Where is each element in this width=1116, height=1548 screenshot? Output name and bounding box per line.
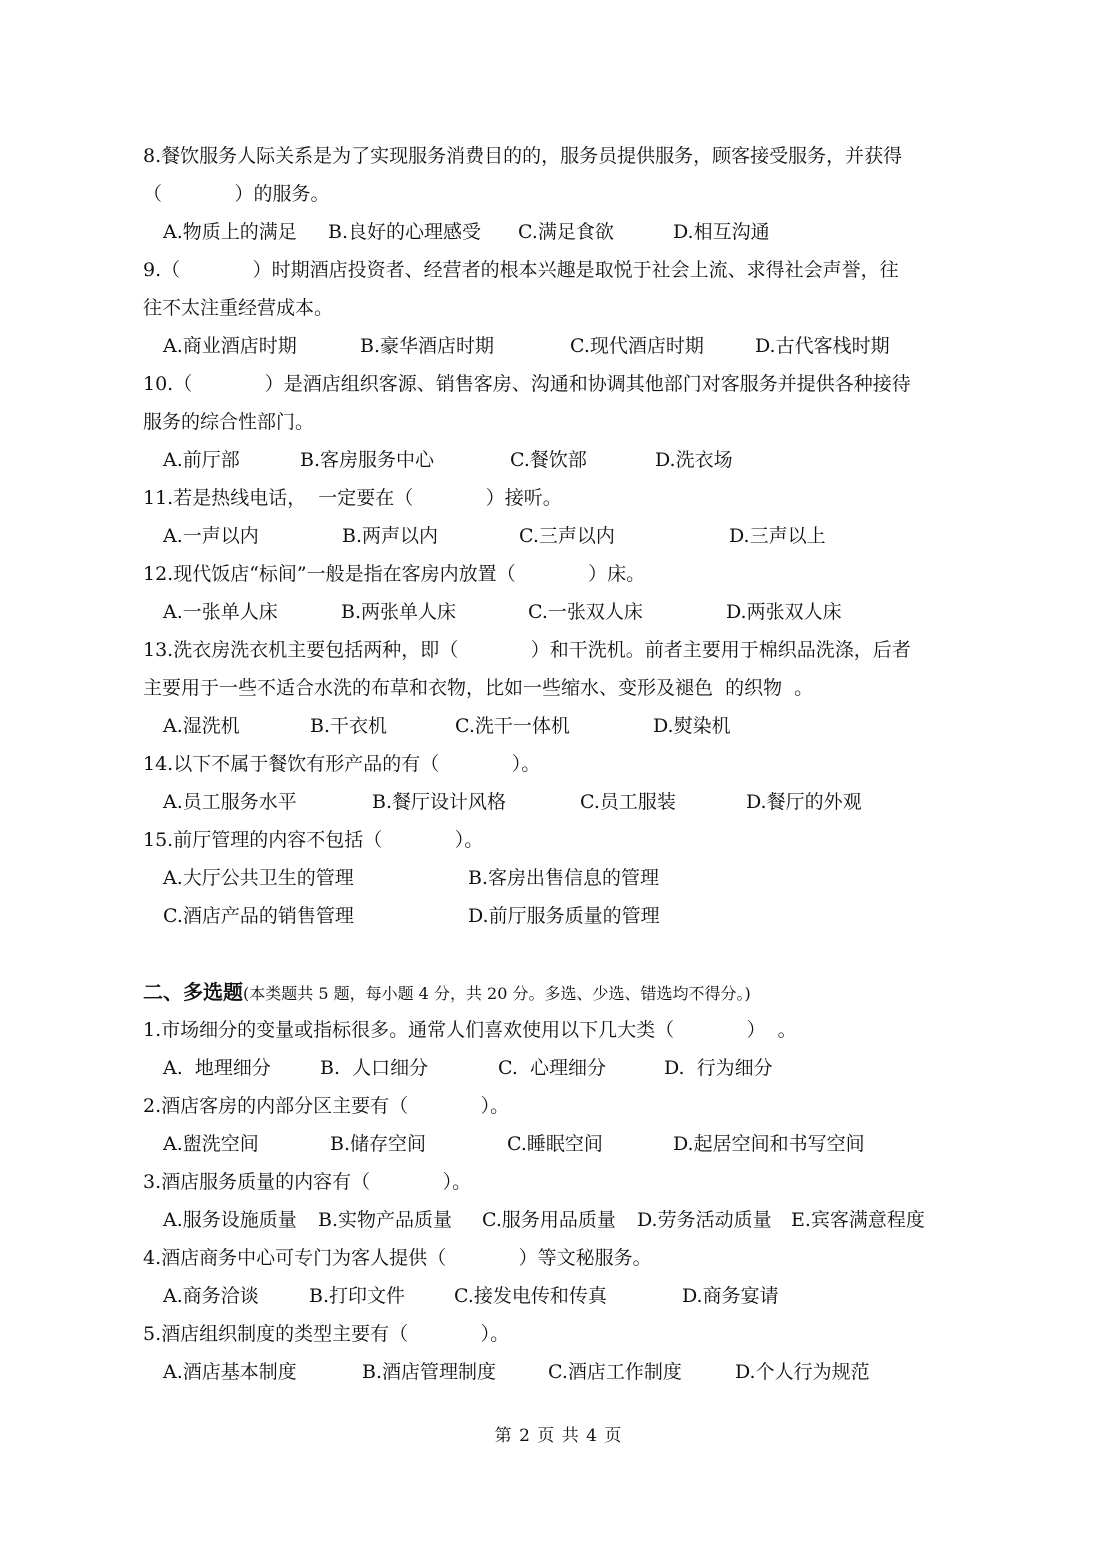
option-b: B.客房出售信息的管理 [468, 867, 660, 889]
section-gap [143, 935, 978, 973]
option-a: A.服务设施质量 [163, 1209, 297, 1231]
question-8-line1: 8.餐饮服务人际关系是为了实现服务消费目的的，服务员提供服务，顾客接受服务，并获得 [143, 145, 903, 167]
multi-question-1-line1: 1.市场细分的变量或指标很多。通常人们喜欢使用以下几大类（ ） 。 [143, 1019, 797, 1041]
option-d: D.两张双人床 [726, 601, 842, 623]
question-14-options [143, 783, 978, 821]
option-a: A. 地理细分 [163, 1057, 271, 1079]
option-b: B. 人口细分 [320, 1057, 429, 1079]
question-12-line1: 12.现代饭店“标间”一般是指在客房内放置（ ）床。 [143, 563, 646, 585]
option-d: D.个人行为规范 [735, 1361, 870, 1383]
question-13-options [143, 707, 978, 745]
option-d: D.洗衣场 [655, 449, 733, 471]
option-a: A.商业酒店时期 [163, 335, 297, 357]
option-a: A.大厅公共卫生的管理 [163, 867, 354, 889]
question-12-options [143, 593, 978, 631]
question-11-line1: 11.若是热线电话， 一定要在（ ）接听。 [143, 487, 562, 509]
question-10-line1: 10.（ ）是酒店组织客源、销售客房、沟通和协调其他部门对客服务并提供各种接待 [143, 373, 911, 395]
question-10-line2: 服务的综合性部门。 [143, 411, 315, 433]
option-d: D.起居空间和书写空间 [673, 1133, 865, 1155]
question-15-options-row2 [143, 897, 978, 935]
multi-question-2-line1: 2.酒店客房的内部分区主要有（ ）。 [143, 1095, 510, 1117]
option-c: C.接发电传和传真 [454, 1285, 607, 1307]
option-c: C.睡眠空间 [507, 1133, 603, 1155]
option-a: A.酒店基本制度 [163, 1361, 297, 1383]
option-b: B.实物产品质量 [318, 1209, 453, 1231]
question-15-line1: 15.前厅管理的内容不包括（ ）。 [143, 829, 484, 851]
option-a: A.物质上的满足 [163, 221, 297, 243]
option-a: A.前厅部 [163, 449, 240, 471]
option-d: D.劳务活动质量 [637, 1209, 772, 1231]
option-c: C.餐饮部 [510, 449, 587, 471]
option-d: D. 行为细分 [664, 1057, 773, 1079]
multi-question-2-options [143, 1125, 978, 1163]
option-b: B.餐厅设计风格 [372, 791, 507, 813]
question-11-options [143, 517, 978, 555]
option-a: A.一声以内 [163, 525, 259, 547]
option-c: C.洗干一体机 [455, 715, 570, 737]
option-a: A.盥洗空间 [163, 1133, 259, 1155]
option-c: C.酒店产品的销售管理 [163, 905, 354, 927]
multi-question-3-line1: 3.酒店服务质量的内容有（ ）。 [143, 1171, 472, 1193]
option-c: C.员工服装 [580, 791, 676, 813]
option-b: B.良好的心理感受 [328, 221, 482, 243]
section-2-note: (本类题共 5 题，每小题 4 分，共 20 分。多选、少选、错选均不得分。) [243, 984, 751, 1003]
multi-question-1-options [143, 1049, 978, 1087]
option-d: D.三声以上 [729, 525, 826, 547]
option-b: B.储存空间 [330, 1133, 427, 1155]
option-c: C.服务用品质量 [482, 1209, 616, 1231]
section-2-title: 二、多选题 [143, 980, 243, 1004]
option-a: A.湿洗机 [163, 715, 240, 737]
option-c: C.一张双人床 [528, 601, 643, 623]
option-b: B.豪华酒店时期 [360, 335, 495, 357]
multi-question-5-options [143, 1353, 978, 1391]
option-a: A.员工服务水平 [163, 791, 297, 813]
option-b: B.两张单人床 [341, 601, 457, 623]
option-a: A.一张单人床 [163, 601, 278, 623]
question-10-options [143, 441, 978, 479]
multi-question-4-options [143, 1277, 978, 1315]
question-8-options [143, 213, 978, 251]
option-b: B.两声以内 [342, 525, 439, 547]
option-d: D.熨染机 [653, 715, 731, 737]
exam-content [143, 137, 978, 1391]
option-b: B.酒店管理制度 [362, 1361, 497, 1383]
option-e: E.宾客满意程度 [791, 1209, 925, 1231]
question-8-line2: （ ）的服务。 [143, 183, 330, 205]
option-a: A.商务洽谈 [163, 1285, 259, 1307]
question-14-line1: 14.以下不属于餐饮有形产品的有（ ）。 [143, 753, 541, 775]
question-15-options-row1 [143, 859, 978, 897]
multi-question-3-options [143, 1201, 978, 1239]
option-c: C.满足食欲 [518, 221, 614, 243]
question-9-line1: 9.（ ）时期酒店投资者、经营者的根本兴趣是取悦于社会上流、求得社会声誉，往 [143, 259, 899, 281]
option-d: D.商务宴请 [682, 1285, 779, 1307]
question-13-line2: 主要用于一些不适合水洗的布草和衣物，比如一些缩水、变形及褪色 的织物 。 [143, 677, 814, 699]
question-9-line2: 往不太注重经营成本。 [143, 297, 334, 319]
option-d: D.相互沟通 [673, 221, 770, 243]
option-c: C.现代酒店时期 [570, 335, 704, 357]
multi-question-5-line1: 5.酒店组织制度的类型主要有（ ）。 [143, 1323, 510, 1345]
option-c: C.三声以内 [519, 525, 615, 547]
option-c: C.酒店工作制度 [548, 1361, 682, 1383]
option-b: B.打印文件 [309, 1285, 406, 1307]
option-b: B.客房服务中心 [300, 449, 435, 471]
multi-question-4-line1: 4.酒店商务中心可专门为客人提供（ ）等文秘服务。 [143, 1247, 652, 1269]
option-b: B.干衣机 [310, 715, 388, 737]
page-footer: 第 2 页 共 4 页 [494, 1426, 622, 1446]
option-c: C. 心理细分 [498, 1057, 606, 1079]
section-2-heading [143, 973, 978, 1011]
option-d: D.前厅服务质量的管理 [468, 905, 660, 927]
option-d: D.餐厅的外观 [746, 791, 862, 813]
question-9-options [143, 327, 978, 365]
option-d: D.古代客栈时期 [755, 335, 890, 357]
question-13-line1: 13.洗衣房洗衣机主要包括两种，即（ ）和干洗机。前者主要用于棉织品洗涤，后者 [143, 639, 911, 661]
